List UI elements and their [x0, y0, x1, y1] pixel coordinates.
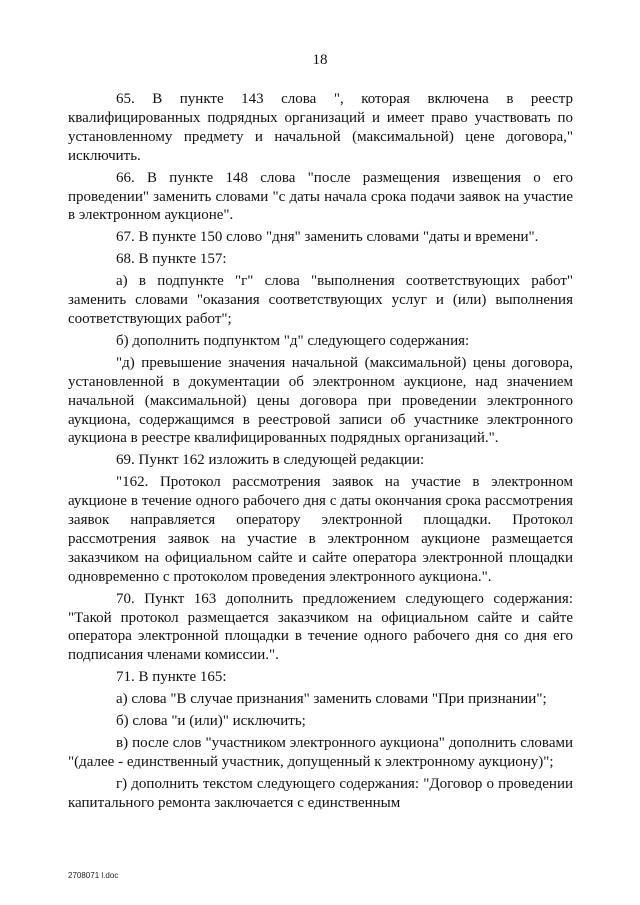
document-filename: 2708071 l.doc	[68, 871, 119, 880]
paragraph-67: 67. В пункте 150 слово "дня" заменить словами "даты и времени".	[116, 229, 539, 246]
paragraph-66: 66. В пункте 148 слова "после размещения извещения о его проведении" заменить словами "с даты начала срока подачи заявок на участие в электронном аукционе".	[68, 169, 573, 224]
paragraph-71-a: а) слова "В случае признания" заменить словами "При признании";	[116, 691, 547, 708]
paragraph-70: 70. Пункт 163 дополнить предложением следующего содержания: "Такой протокол размещается заказчиком на официальном сайте и сайте оператора электронной площадки в течение одного рабочего дня со дня его подписания членами комиссии.".	[68, 590, 573, 664]
paragraph-68-b: б) дополнить подпунктом "д" следующего содержания:	[116, 332, 470, 349]
paragraph-71-g: г) дополнить текстом следующего содержания: "Договор о проведении капитального ремонта заключается с единственным	[68, 775, 573, 811]
paragraph-69-quote: "162. Протокол рассмотрения заявок на участие в электронном аукционе в течение одного рабочего дня с даты окончания срока рассмотрения заявок направляется оператору электронной площадки. Протокол рассмотрения заявок на участие в электронном аукционе размещается заказчиком на официальном сайте и сайте оператора электронной площадки одновременно с протоколом проведения электронного аукциона.".	[68, 474, 573, 585]
paragraph-68-a: а) в подпункте "г" слова "выполнения соответствующих работ" заменить словами "оказания соответствующих услуг и (или) выполнения соответствующих работ";	[68, 273, 573, 327]
paragraph-69: 69. Пункт 162 изложить в следующей редакции:	[116, 452, 425, 469]
paragraph-68: 68. В пункте 157:	[116, 251, 227, 268]
paragraph-71-b: б) слова "и (или)" исключить;	[116, 713, 306, 730]
paragraph-71: 71. В пункте 165:	[116, 669, 227, 686]
paragraph-65: 65. В пункте 143 слова ", которая включена в реестр квалифицированных подрядных организаций и имеет право участвовать по установленному предмету и начальной (максимальной) цене договора," исключить.	[68, 91, 573, 164]
paragraph-71-v: в) после слов "участником электронного аукциона" дополнить словами "(далее - единственный участник, допущенный к электронному аукциону)";	[68, 735, 573, 770]
page-number: 18	[312, 52, 328, 68]
paragraph-68-b-quote: "д) превышение значения начальной (максимальной) цены договора, установленной в документации об электронном аукционе, над значением начальной (максимальной) цены договора при проведении электронного аукциона, содержащимся в реестровой записи об участнике электронного аукциона в реестре квалифицированных подрядных организаций.".	[68, 354, 573, 447]
document-body	[68, 90, 573, 816]
